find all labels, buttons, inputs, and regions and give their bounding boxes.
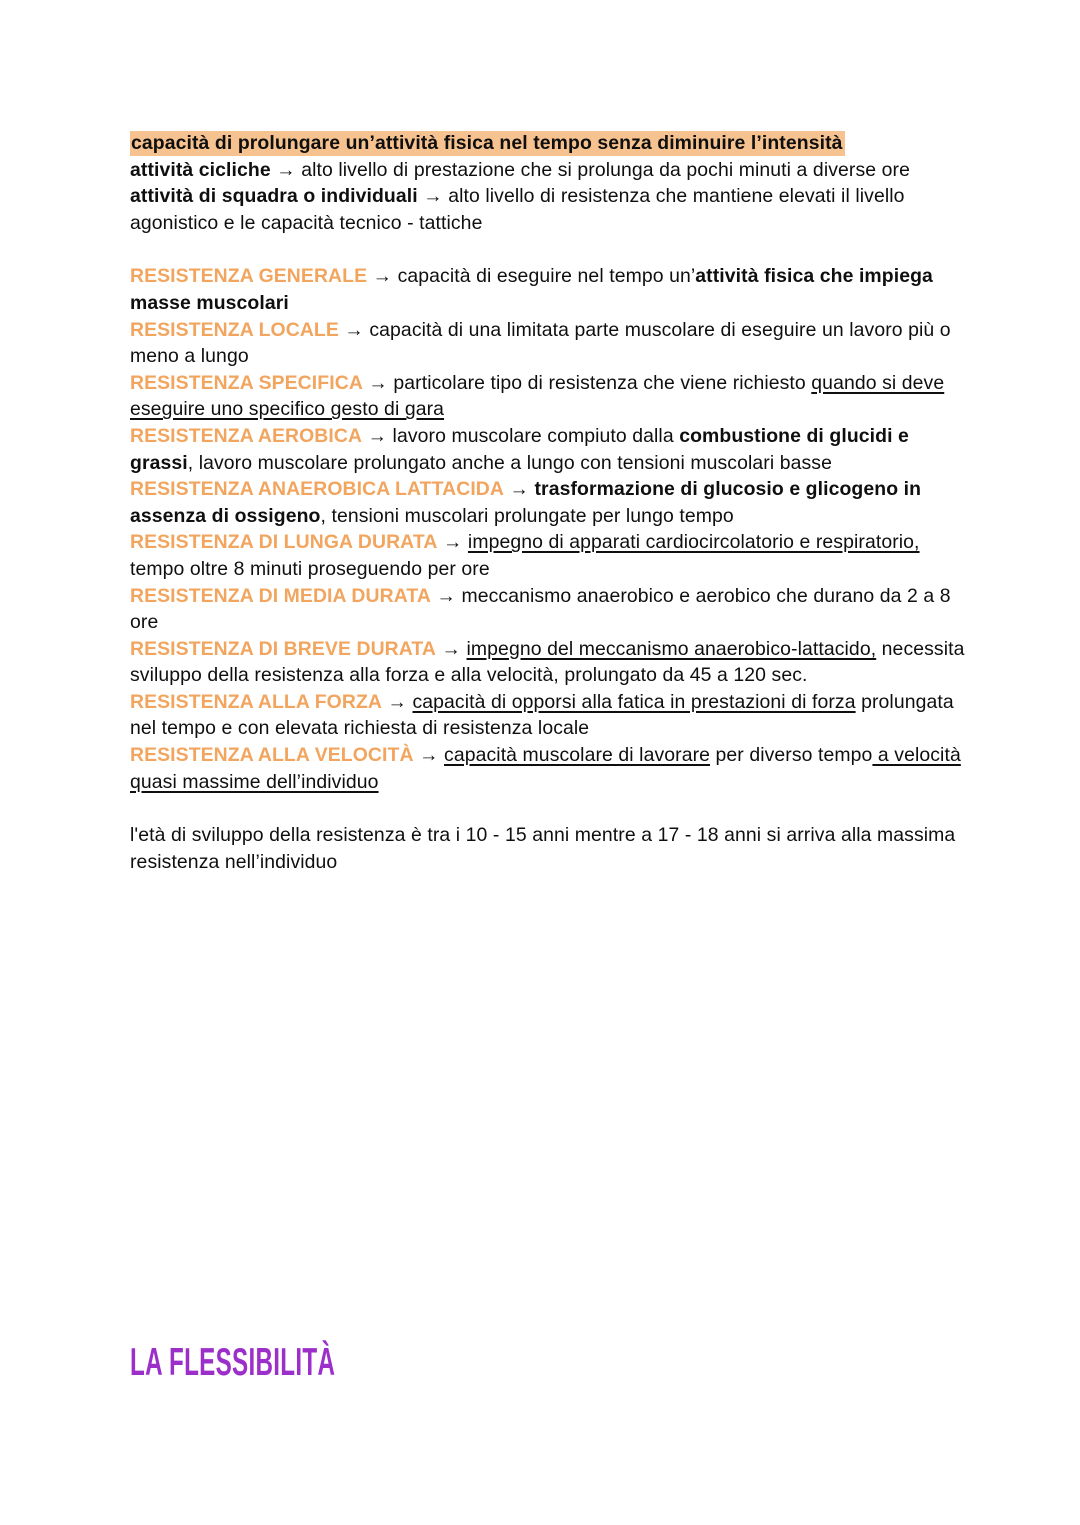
text-run: tempo oltre 8 minuti proseguendo per ore	[130, 557, 490, 580]
term-heading: RESISTENZA DI BREVE DURATA	[130, 637, 437, 660]
text-run: l'età di sviluppo della resistenza è tra i 10 - 15 anni mentre a 17 - 18 anni si arriva alla massima resistenza nell’individuo	[130, 824, 956, 873]
document-body	[130, 130, 970, 875]
text-run: capacità muscolare di lavorare	[444, 744, 711, 767]
term-heading: RESISTENZA AEROBICA	[130, 424, 363, 447]
paragraph	[130, 742, 970, 795]
paragraph	[130, 583, 970, 636]
text-run: →	[382, 690, 413, 713]
text-run: → lavoro muscolare compiuto dalla	[362, 424, 680, 447]
term-heading: RESISTENZA SPECIFICA	[130, 371, 363, 394]
paragraph	[130, 423, 970, 476]
paragraph	[130, 636, 970, 689]
text-run: quando si deve eseguire uno specifico gesto di gara	[130, 371, 945, 421]
text-run: impegno di apparati cardiocircolatorio e respiratorio,	[467, 531, 920, 554]
text-run: → capacità di eseguire nel tempo un’	[367, 265, 696, 288]
paragraph	[130, 130, 970, 157]
text-run: → alto livello di resistenza che mantiene elevati il livello agonistico e le capacità tecnico - tattiche	[130, 185, 905, 234]
text-run: attività di squadra o individuali	[130, 185, 418, 208]
section-title-flessibilita: LA FLESSIBILITÀ	[130, 1341, 336, 1384]
text-run: , lavoro muscolare prolungato anche a lungo con tensioni muscolari basse	[187, 451, 832, 474]
text-run: prolungata nel tempo e con elevata richiesta di resistenza locale	[130, 690, 954, 740]
paragraph	[130, 822, 970, 875]
text-run: impegno del meccanismo anaerobico-lattacido,	[466, 637, 877, 660]
text-run: → meccanismo anaerobico e aerobico che durano da 2 a 8 ore	[130, 584, 951, 634]
term-heading: RESISTENZA DI MEDIA DURATA	[130, 584, 431, 607]
term-heading: RESISTENZA GENERALE	[130, 265, 368, 288]
term-heading: RESISTENZA ALLA FORZA	[130, 690, 383, 713]
text-run: →	[437, 531, 468, 554]
paragraph	[130, 370, 970, 423]
paragraph	[130, 183, 970, 236]
text-run: capacità di opporsi alla fatica in prestazioni di forza	[412, 690, 856, 713]
text-run: → capacità di una limitata parte muscolare di eseguire un lavoro più o meno a lungo	[130, 318, 951, 368]
text-run: attività cicliche	[130, 158, 271, 181]
paragraph	[130, 689, 970, 742]
term-heading: RESISTENZA LOCALE	[130, 318, 339, 341]
term-heading: RESISTENZA DI LUNGA DURATA	[130, 531, 438, 554]
paragraph	[130, 529, 970, 582]
text-run: per diverso tempo	[710, 744, 873, 767]
paragraph	[130, 157, 970, 184]
paragraph	[130, 317, 970, 370]
term-heading: RESISTENZA ANAEROBICA LATTACIDA	[130, 478, 505, 501]
text-run: , tensioni muscolari prolungate per lungo tempo	[320, 504, 734, 527]
term-heading: RESISTENZA ALLA VELOCITÀ	[130, 744, 414, 767]
text-run: → particolare tipo di resistenza che viene richiesto	[362, 371, 812, 394]
paragraph	[130, 476, 970, 529]
highlighted-text: capacità di prolungare un’attività fisica nel tempo senza diminuire l’intensità	[131, 132, 843, 154]
text-run: a velocità quasi massime dell’individuo	[130, 744, 961, 793]
text-run: combustione di glucidi e grassi	[130, 424, 909, 474]
text-run: →	[504, 478, 535, 501]
text-run: necessita sviluppo della resistenza alla forza e alla velocità, prolungato da 45 a 120 sec.	[130, 637, 965, 687]
text-run: →	[413, 744, 445, 767]
text-run: trasformazione di glucosio e glicogeno in assenza di ossigeno	[130, 478, 922, 527]
text-run: attività fisica che impiega masse muscolari	[130, 265, 933, 314]
text-run: → alto livello di prestazione che si prolunga da pochi minuti a diverse ore	[270, 158, 910, 181]
paragraph	[130, 263, 970, 316]
text-run: →	[436, 637, 467, 660]
